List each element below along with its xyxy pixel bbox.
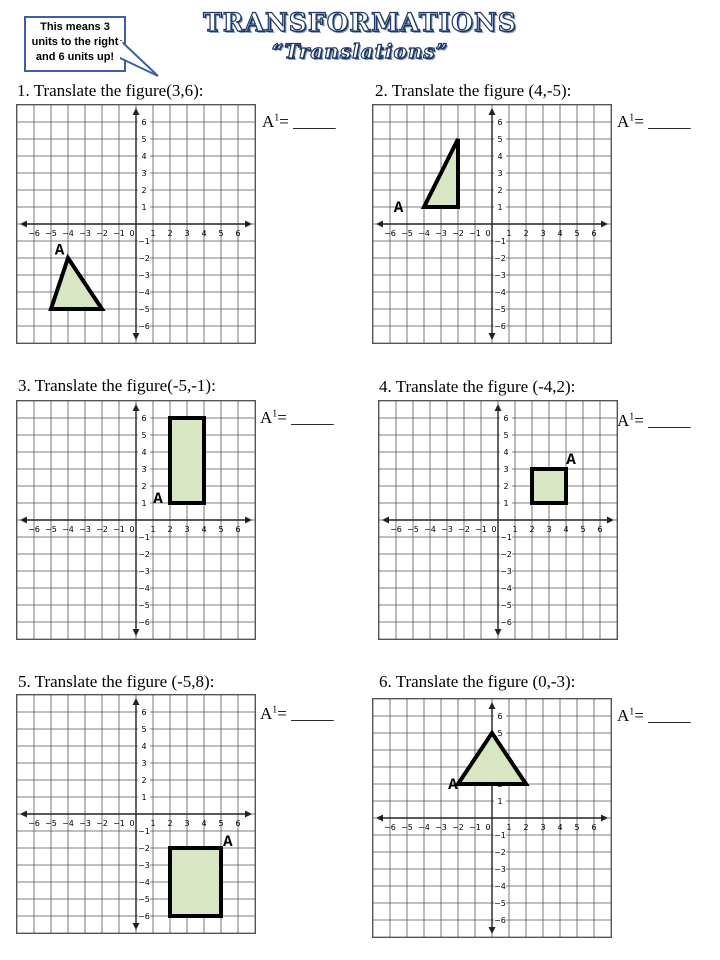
x-tick-label: 1 xyxy=(150,525,156,534)
y-tick-label: 5 xyxy=(141,135,147,144)
y-tick-label: −5 xyxy=(138,895,150,904)
x-tick-label: 1 xyxy=(506,229,512,238)
answer-label: A xyxy=(262,112,275,131)
y-tick-label: −1 xyxy=(500,533,512,542)
x-tick-label: 2 xyxy=(167,229,173,238)
x-tick-label: −5 xyxy=(401,229,413,238)
answer-sup: 1 xyxy=(629,706,635,718)
x-tick-label: 2 xyxy=(167,525,173,534)
problem-2-prompt: 2. Translate the figure (4,-5): xyxy=(375,81,572,100)
x-tick-label: −3 xyxy=(441,525,453,534)
x-tick-label: 1 xyxy=(150,819,156,828)
y-tick-label: 5 xyxy=(141,431,147,440)
graph-1 xyxy=(16,104,256,344)
vertex-label: A xyxy=(54,241,65,260)
y-tick-label: 5 xyxy=(141,725,147,734)
x-tick-label: −6 xyxy=(390,525,402,534)
y-tick-label: −4 xyxy=(500,584,512,593)
y-tick-label: 3 xyxy=(503,465,509,474)
y-tick-label: −1 xyxy=(138,827,150,836)
x-tick-label: 0 xyxy=(485,823,491,832)
x-tick-label: 1 xyxy=(512,525,518,534)
x-tick-label: 0 xyxy=(129,525,135,534)
x-tick-label: 4 xyxy=(563,525,569,534)
y-tick-label: 4 xyxy=(141,448,147,457)
x-tick-label: −2 xyxy=(96,525,108,534)
x-tick-label: −5 xyxy=(407,525,419,534)
x-tick-label: −1 xyxy=(113,525,125,534)
vertex-label: A xyxy=(448,776,458,794)
y-tick-label: −6 xyxy=(494,322,506,331)
x-tick-label: −4 xyxy=(62,229,74,238)
graph-5 xyxy=(16,694,256,934)
answer-blank: = _____ xyxy=(634,706,691,725)
figure-rectangle xyxy=(170,418,204,503)
x-tick-label: 4 xyxy=(201,819,207,828)
answer-label: A xyxy=(617,411,630,430)
answer-sup: 1 xyxy=(629,411,635,423)
x-tick-label: 3 xyxy=(540,823,546,832)
y-tick-label: −6 xyxy=(138,322,150,331)
x-tick-label: 2 xyxy=(523,229,529,238)
answer-blank: = _____ xyxy=(634,112,691,131)
x-tick-label: 6 xyxy=(235,819,241,828)
y-tick-label: −3 xyxy=(138,861,150,870)
y-tick-label: 6 xyxy=(141,708,147,717)
y-tick-label: −2 xyxy=(138,550,150,559)
y-tick-label: 2 xyxy=(141,186,147,195)
answer-blank: = _____ xyxy=(279,112,336,131)
x-tick-label: 5 xyxy=(218,819,224,828)
x-tick-label: 5 xyxy=(574,229,580,238)
problem-1-answer[interactable] xyxy=(262,112,336,132)
problem-1-prompt: 1. Translate the figure(3,6): xyxy=(17,81,204,100)
x-tick-label: −6 xyxy=(384,229,396,238)
y-tick-label: 2 xyxy=(141,776,147,785)
x-tick-label: −6 xyxy=(28,819,40,828)
hint-callout: This means 3 units to the right and 6 units up! xyxy=(24,16,126,72)
graph-4 xyxy=(378,400,618,640)
x-tick-label: −4 xyxy=(62,525,74,534)
x-tick-label: −2 xyxy=(452,823,464,832)
answer-label: A xyxy=(260,408,273,427)
y-tick-label: 2 xyxy=(503,482,509,491)
x-tick-label: 6 xyxy=(591,229,597,238)
y-tick-label: −6 xyxy=(494,916,506,925)
x-tick-label: 5 xyxy=(574,823,580,832)
y-tick-label: −6 xyxy=(138,912,150,921)
x-tick-label: −5 xyxy=(45,819,57,828)
vertex-label: A xyxy=(393,199,404,217)
problem-4-prompt: 4. Translate the figure (-4,2): xyxy=(379,377,576,396)
answer-sup: 1 xyxy=(274,112,280,124)
x-tick-label: −2 xyxy=(96,819,108,828)
y-tick-label: −5 xyxy=(500,601,512,610)
y-tick-label: 3 xyxy=(141,465,147,474)
y-tick-label: 6 xyxy=(141,414,147,423)
x-tick-label: 4 xyxy=(201,229,207,238)
x-tick-label: −4 xyxy=(418,229,430,238)
x-tick-label: 3 xyxy=(184,819,190,828)
y-tick-label: 1 xyxy=(141,499,147,508)
y-tick-label: −5 xyxy=(138,601,150,610)
y-tick-label: −4 xyxy=(138,878,150,887)
x-tick-label: −3 xyxy=(79,819,91,828)
y-tick-label: 3 xyxy=(141,169,147,178)
y-tick-label: 1 xyxy=(497,203,503,212)
x-tick-label: 6 xyxy=(597,525,603,534)
x-tick-label: 3 xyxy=(184,525,190,534)
y-tick-label: 6 xyxy=(141,118,147,127)
y-tick-label: 6 xyxy=(503,414,509,423)
y-tick-label: −2 xyxy=(494,848,506,857)
y-tick-label: −2 xyxy=(138,254,150,263)
answer-label: A xyxy=(260,704,273,723)
y-tick-label: 5 xyxy=(503,431,509,440)
x-tick-label: 4 xyxy=(201,525,207,534)
figure-rectangle xyxy=(532,469,566,503)
y-tick-label: 1 xyxy=(141,203,147,212)
answer-sup: 1 xyxy=(272,704,278,716)
x-tick-label: −6 xyxy=(384,823,396,832)
x-tick-label: −1 xyxy=(113,229,125,238)
x-tick-label: 6 xyxy=(235,525,241,534)
answer-sup: 1 xyxy=(272,408,278,420)
y-tick-label: 2 xyxy=(141,482,147,491)
x-tick-label: −3 xyxy=(435,229,447,238)
problem-3-answer[interactable] xyxy=(260,408,334,428)
vertex-label: A xyxy=(153,489,163,508)
x-tick-label: 0 xyxy=(129,229,135,238)
x-tick-label: 5 xyxy=(218,229,224,238)
y-tick-label: −3 xyxy=(138,567,150,576)
y-tick-label: 1 xyxy=(141,793,147,802)
x-tick-label: 3 xyxy=(540,229,546,238)
y-tick-label: −6 xyxy=(500,618,512,627)
x-tick-label: 4 xyxy=(557,823,563,832)
y-tick-label: 4 xyxy=(141,152,147,161)
problem-6-answer[interactable] xyxy=(617,706,691,726)
x-tick-label: 5 xyxy=(580,525,586,534)
page-subtitle: “Translations” xyxy=(271,39,449,63)
y-tick-label: 6 xyxy=(497,118,503,127)
y-tick-label: −4 xyxy=(494,288,506,297)
x-tick-label: 0 xyxy=(485,229,491,238)
x-tick-label: 6 xyxy=(591,823,597,832)
y-tick-label: 5 xyxy=(497,135,503,144)
answer-label: A xyxy=(617,112,630,131)
y-tick-label: −5 xyxy=(494,305,506,314)
y-tick-label: −1 xyxy=(494,237,506,246)
y-tick-label: −1 xyxy=(494,831,506,840)
graph-2 xyxy=(372,104,612,344)
answer-blank: = _____ xyxy=(634,411,691,430)
answer-label: A xyxy=(617,706,630,725)
x-tick-label: 3 xyxy=(184,229,190,238)
y-tick-label: −4 xyxy=(494,882,506,891)
x-tick-label: −5 xyxy=(401,823,413,832)
y-tick-label: −2 xyxy=(138,844,150,853)
x-tick-label: −2 xyxy=(458,525,470,534)
figure-rectangle xyxy=(170,848,221,916)
x-tick-label: 4 xyxy=(557,229,563,238)
y-tick-label: −3 xyxy=(500,567,512,576)
x-tick-label: −1 xyxy=(475,525,487,534)
x-tick-label: −5 xyxy=(45,525,57,534)
y-tick-label: −5 xyxy=(494,899,506,908)
y-tick-label: −3 xyxy=(494,865,506,874)
x-tick-label: −4 xyxy=(424,525,436,534)
x-tick-label: −6 xyxy=(28,229,40,238)
graph-3 xyxy=(16,400,256,640)
problem-4-answer[interactable] xyxy=(617,411,691,431)
y-tick-label: 4 xyxy=(503,448,509,457)
y-tick-label: −3 xyxy=(138,271,150,280)
answer-blank: = _____ xyxy=(277,704,334,723)
page-title: TRANSFORMATIONS xyxy=(203,8,517,37)
y-tick-label: −1 xyxy=(138,533,150,542)
y-tick-label: −5 xyxy=(138,305,150,314)
x-tick-label: 6 xyxy=(235,229,241,238)
problem-5-prompt: 5. Translate the figure (-5,8): xyxy=(18,672,215,691)
x-tick-label: 2 xyxy=(523,823,529,832)
x-tick-label: −4 xyxy=(62,819,74,828)
problem-2-answer[interactable] xyxy=(617,112,691,132)
x-tick-label: 0 xyxy=(491,525,497,534)
y-tick-label: 1 xyxy=(497,797,503,806)
y-tick-label: 4 xyxy=(497,152,503,161)
x-tick-label: −1 xyxy=(469,823,481,832)
answer-blank: = _____ xyxy=(277,408,334,427)
x-tick-label: 1 xyxy=(150,229,156,238)
y-tick-label: 3 xyxy=(141,759,147,768)
x-tick-label: 3 xyxy=(546,525,552,534)
x-tick-label: −4 xyxy=(418,823,430,832)
y-tick-label: −4 xyxy=(138,584,150,593)
y-tick-label: 5 xyxy=(497,729,503,738)
problem-5-answer[interactable] xyxy=(260,704,334,724)
y-tick-label: −3 xyxy=(494,271,506,280)
y-tick-label: 4 xyxy=(141,742,147,751)
y-tick-label: 3 xyxy=(497,169,503,178)
y-tick-label: −6 xyxy=(138,618,150,627)
x-tick-label: −2 xyxy=(96,229,108,238)
answer-sup: 1 xyxy=(629,112,635,124)
y-tick-label: −1 xyxy=(138,237,150,246)
x-tick-label: −2 xyxy=(452,229,464,238)
x-tick-label: 2 xyxy=(529,525,535,534)
x-tick-label: −3 xyxy=(79,525,91,534)
x-tick-label: −1 xyxy=(469,229,481,238)
graph-6 xyxy=(372,698,612,938)
x-tick-label: −6 xyxy=(28,525,40,534)
x-tick-label: −3 xyxy=(435,823,447,832)
y-tick-label: −2 xyxy=(494,254,506,263)
problem-6-prompt: 6. Translate the figure (0,-3): xyxy=(379,672,576,691)
y-tick-label: 2 xyxy=(497,186,503,195)
x-tick-label: −5 xyxy=(45,229,57,238)
x-tick-label: −3 xyxy=(79,229,91,238)
vertex-label: A xyxy=(222,833,233,852)
y-tick-label: 1 xyxy=(503,499,509,508)
x-tick-label: 5 xyxy=(218,525,224,534)
callout-tail xyxy=(120,40,160,80)
x-tick-label: 2 xyxy=(167,819,173,828)
vertex-label: A xyxy=(566,450,576,469)
x-tick-label: −1 xyxy=(113,819,125,828)
y-tick-label: 6 xyxy=(497,712,503,721)
problem-3-prompt: 3. Translate the figure(-5,-1): xyxy=(18,376,216,395)
y-tick-label: −4 xyxy=(138,288,150,297)
x-tick-label: 0 xyxy=(129,819,135,828)
x-tick-label: 1 xyxy=(506,823,512,832)
y-tick-label: −2 xyxy=(500,550,512,559)
